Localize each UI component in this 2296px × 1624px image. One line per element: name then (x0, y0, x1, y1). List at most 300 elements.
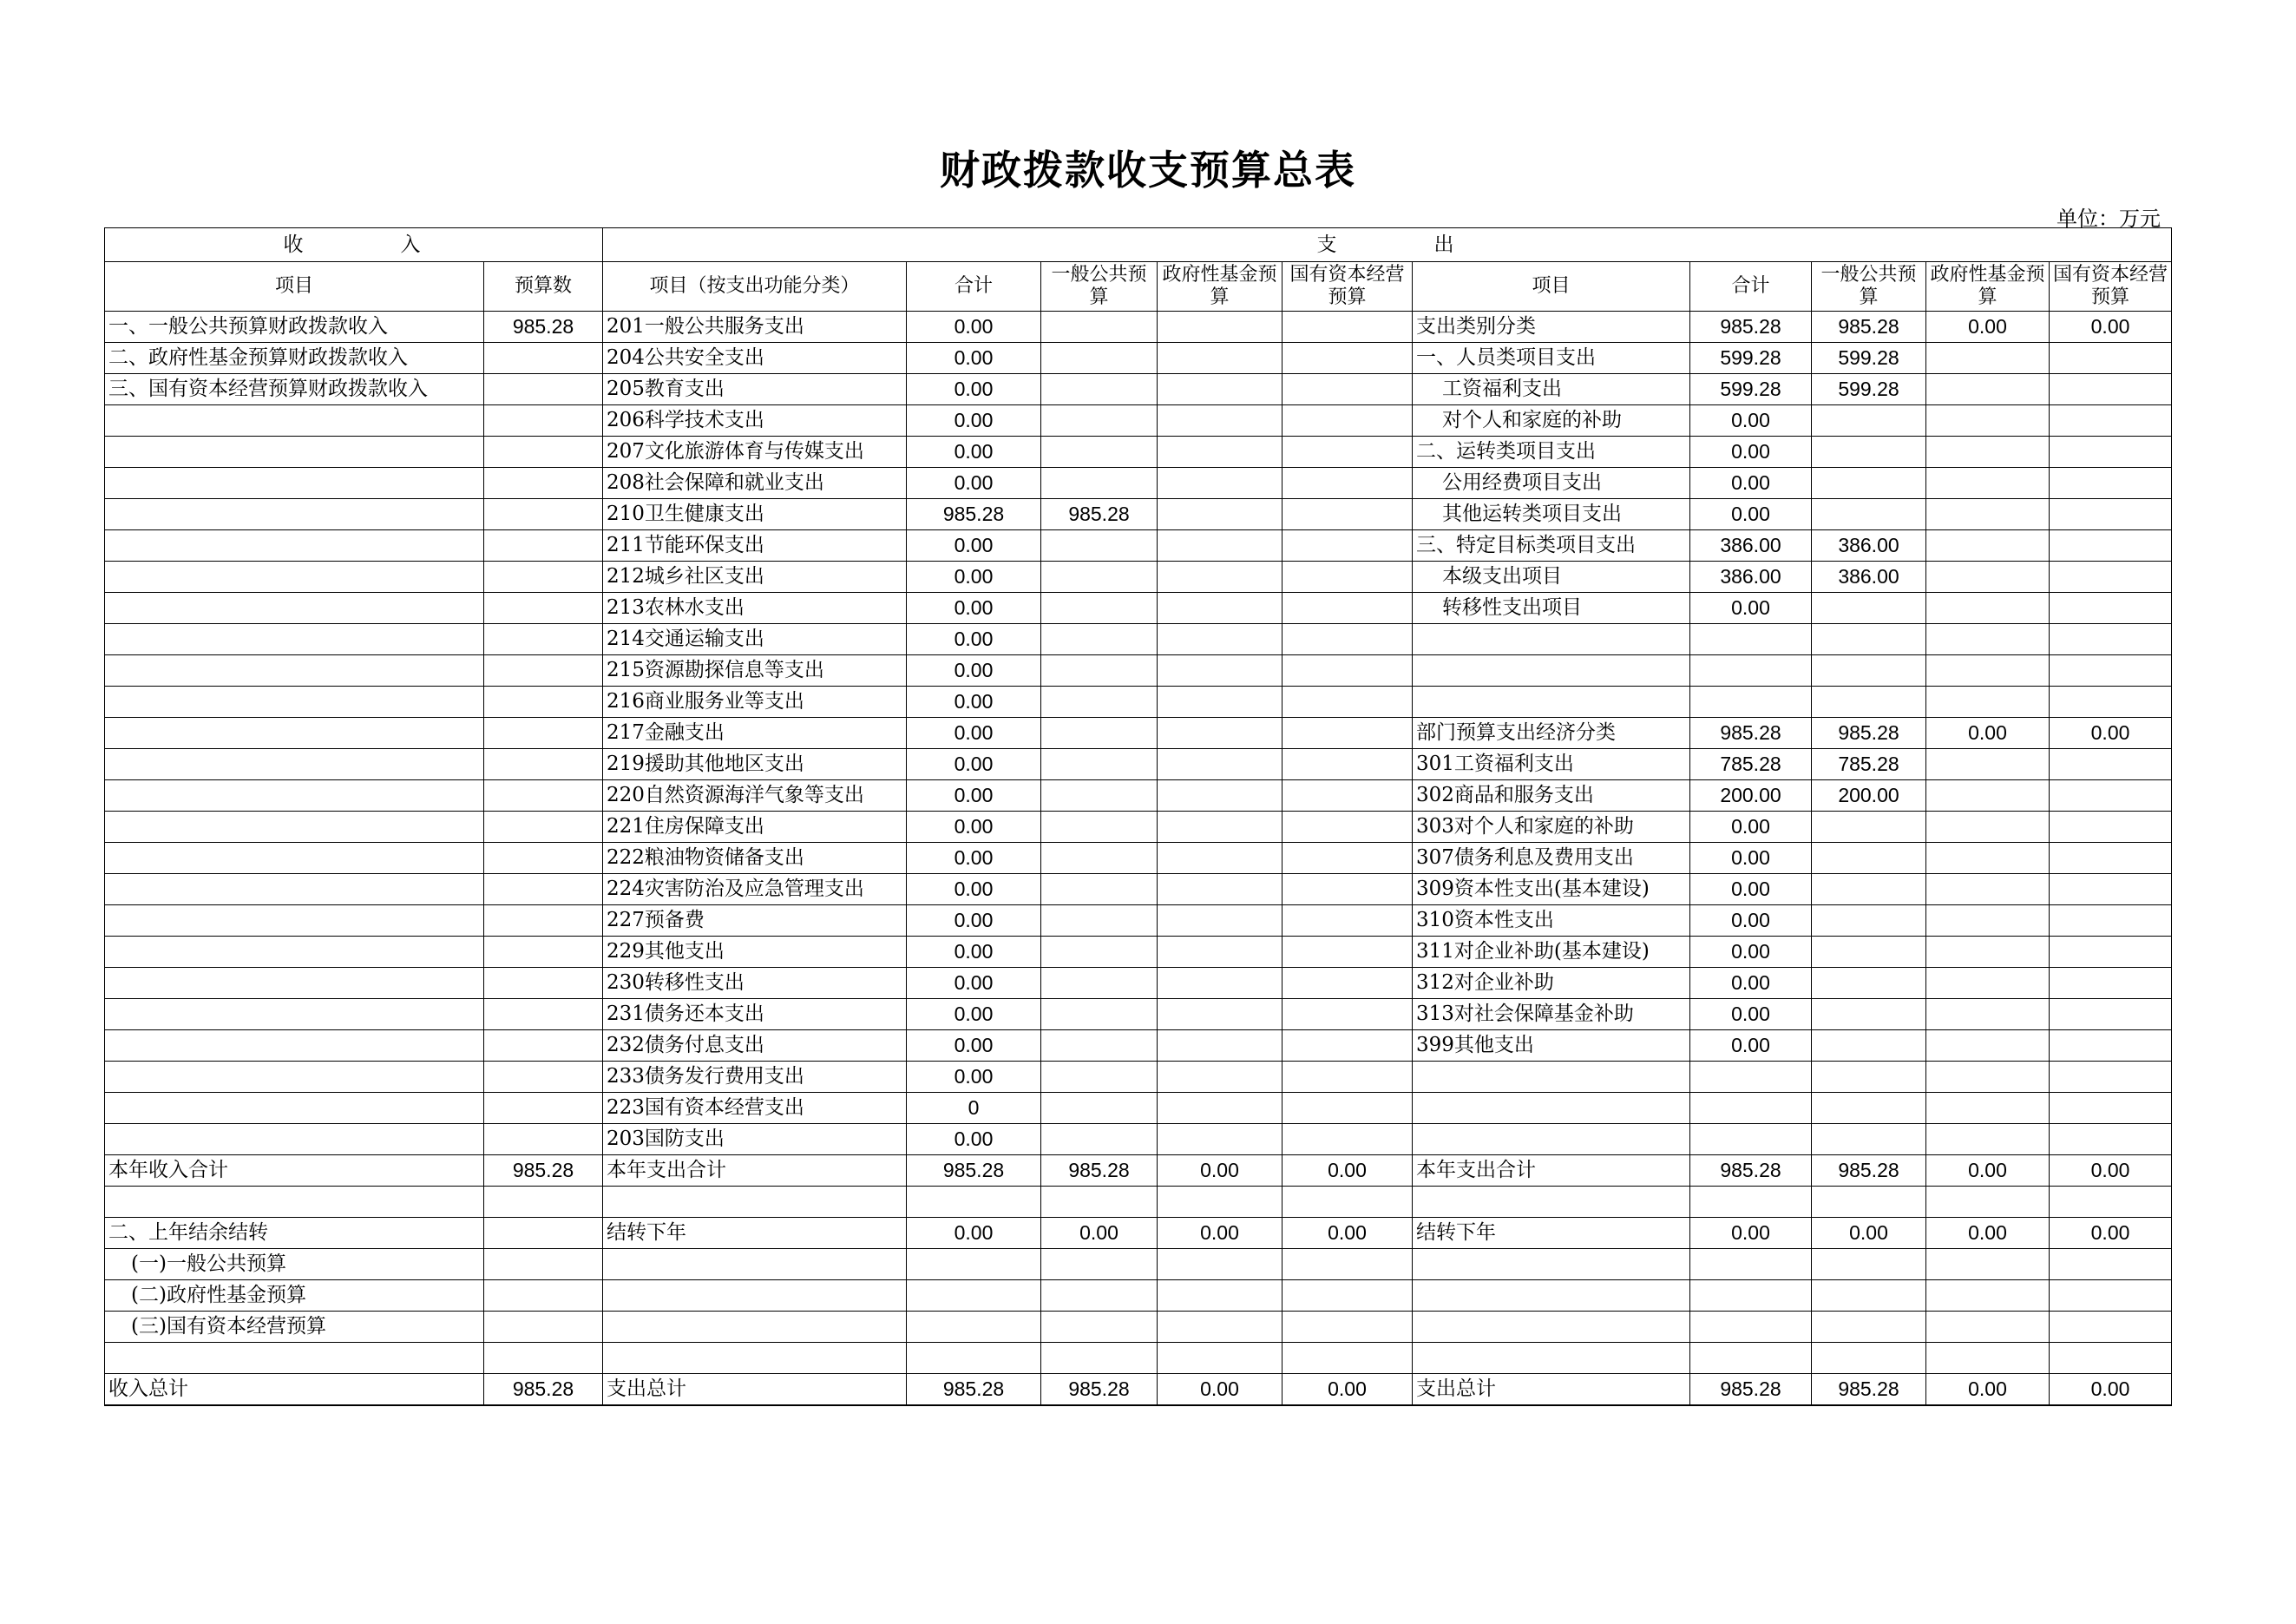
economic-total-cell: 386.00 (1690, 530, 1812, 562)
function-item-cell: 213农林水支出 (603, 593, 907, 624)
economic-item-cell (1413, 1187, 1690, 1218)
economic-general-cell (1812, 1124, 1926, 1155)
function-item-cell: 231债务还本支出 (603, 999, 907, 1030)
income-item-cell (105, 718, 484, 749)
income-amount-cell (484, 1280, 603, 1312)
function-item-cell: 214交通运输支出 (603, 624, 907, 655)
income-item-cell (105, 1343, 484, 1374)
function-general-cell (1041, 905, 1158, 937)
table-row (105, 374, 2172, 405)
table-row (105, 968, 2172, 999)
function-item-cell (603, 1249, 907, 1280)
economic-total-cell: 0.00 (1690, 812, 1812, 843)
economic-fund-cell: 0.00 (1926, 718, 2050, 749)
economic-fund-cell (1926, 499, 2050, 530)
economic-fund-cell (1926, 1343, 2050, 1374)
economic-item-cell: 支出类别分类 (1413, 312, 1690, 343)
function-total-cell: 0.00 (907, 937, 1041, 968)
function-total-cell: 0.00 (907, 749, 1041, 780)
economic-general-cell: 985.28 (1812, 312, 1926, 343)
function-fund-cell (1158, 999, 1282, 1030)
function-fund-cell (1158, 843, 1282, 874)
function-total-cell: 0.00 (907, 905, 1041, 937)
economic-general-cell (1812, 499, 1926, 530)
income-amount-cell (484, 718, 603, 749)
income-amount-cell (484, 999, 603, 1030)
function-total-cell: 985.28 (907, 1374, 1041, 1406)
economic-general-cell (1812, 843, 1926, 874)
economic-fund-cell (1926, 812, 2050, 843)
income-amount-cell (484, 530, 603, 562)
function-fund-cell: 0.00 (1158, 1218, 1282, 1249)
table-row (105, 1280, 2172, 1312)
function-general-cell (1041, 562, 1158, 593)
income-item-cell (105, 530, 484, 562)
income-amount-cell (484, 780, 603, 812)
economic-total-cell: 0.00 (1690, 437, 1812, 468)
function-total-cell: 0.00 (907, 1062, 1041, 1093)
function-item-cell: 215资源勘探信息等支出 (603, 655, 907, 687)
economic-general-cell (1812, 405, 1926, 437)
function-fund-cell (1158, 655, 1282, 687)
function-state-cell (1282, 1187, 1413, 1218)
function-total-cell: 0.00 (907, 437, 1041, 468)
income-amount-cell (484, 749, 603, 780)
income-item-cell: 三、国有资本经营预算财政拨款收入 (105, 374, 484, 405)
table-row (105, 1062, 2172, 1093)
income-item-cell: (二)政府性基金预算 (105, 1280, 484, 1312)
economic-state-cell: 0.00 (2050, 718, 2172, 749)
economic-fund-cell (1926, 843, 2050, 874)
function-total-cell: 0.00 (907, 1030, 1041, 1062)
function-item-cell: 支出总计 (603, 1374, 907, 1406)
economic-fund-cell (1926, 405, 2050, 437)
function-item-cell: 206科学技术支出 (603, 405, 907, 437)
col-header-function-total: 合计 (907, 262, 1041, 312)
economic-general-cell: 386.00 (1812, 562, 1926, 593)
function-total-cell: 0.00 (907, 780, 1041, 812)
function-fund-cell (1158, 405, 1282, 437)
function-general-cell: 0.00 (1041, 1218, 1158, 1249)
economic-total-cell: 985.28 (1690, 1374, 1812, 1406)
income-amount-cell (484, 655, 603, 687)
economic-general-cell (1812, 1062, 1926, 1093)
economic-general-cell (1812, 874, 1926, 905)
function-fund-cell (1158, 562, 1282, 593)
column-header-row (105, 262, 2172, 312)
table-row (105, 624, 2172, 655)
economic-total-cell: 0.00 (1690, 468, 1812, 499)
function-item-cell: 220自然资源海洋气象等支出 (603, 780, 907, 812)
income-amount-cell (484, 437, 603, 468)
function-item-cell: 212城乡社区支出 (603, 562, 907, 593)
income-amount-cell (484, 1312, 603, 1343)
economic-fund-cell (1926, 905, 2050, 937)
economic-item-cell: 本级支出项目 (1413, 562, 1690, 593)
table-row (105, 437, 2172, 468)
economic-state-cell: 0.00 (2050, 1155, 2172, 1187)
function-state-cell: 0.00 (1282, 1218, 1413, 1249)
function-general-cell (1041, 405, 1158, 437)
economic-state-cell (2050, 1343, 2172, 1374)
income-amount-cell (484, 905, 603, 937)
income-item-cell (105, 1093, 484, 1124)
table-row (105, 1187, 2172, 1218)
economic-state-cell (2050, 937, 2172, 968)
function-item-cell: 219援助其他地区支出 (603, 749, 907, 780)
economic-item-cell (1413, 655, 1690, 687)
function-item-cell (603, 1343, 907, 1374)
economic-item-cell: 399其他支出 (1413, 1030, 1690, 1062)
economic-general-cell: 386.00 (1812, 530, 1926, 562)
table-row (105, 562, 2172, 593)
function-fund-cell (1158, 1343, 1282, 1374)
income-amount-cell (484, 343, 603, 374)
economic-general-cell: 985.28 (1812, 1155, 1926, 1187)
economic-item-cell: 303对个人和家庭的补助 (1413, 812, 1690, 843)
unit-label: 单位：万元 (2057, 207, 2161, 231)
table-row (105, 718, 2172, 749)
economic-fund-cell (1926, 437, 2050, 468)
economic-general-cell: 200.00 (1812, 780, 1926, 812)
function-state-cell (1282, 468, 1413, 499)
function-total-cell: 0.00 (907, 374, 1041, 405)
function-general-cell (1041, 687, 1158, 718)
table-row (105, 937, 2172, 968)
income-amount-cell (484, 593, 603, 624)
function-fund-cell (1158, 499, 1282, 530)
income-amount-cell (484, 937, 603, 968)
function-state-cell (1282, 312, 1413, 343)
economic-state-cell (2050, 343, 2172, 374)
function-state-cell: 0.00 (1282, 1155, 1413, 1187)
table-row (105, 405, 2172, 437)
income-item-cell (105, 405, 484, 437)
function-total-cell (907, 1280, 1041, 1312)
economic-general-cell (1812, 1249, 1926, 1280)
function-fund-cell (1158, 530, 1282, 562)
economic-general-cell (1812, 1093, 1926, 1124)
function-total-cell: 0.00 (907, 343, 1041, 374)
function-general-cell (1041, 1187, 1158, 1218)
function-fund-cell (1158, 343, 1282, 374)
function-fund-cell (1158, 1062, 1282, 1093)
economic-item-cell: 一、人员类项目支出 (1413, 343, 1690, 374)
function-fund-cell (1158, 749, 1282, 780)
economic-item-cell (1413, 1280, 1690, 1312)
function-total-cell: 0.00 (907, 999, 1041, 1030)
economic-item-cell: 结转下年 (1413, 1218, 1690, 1249)
table-row (105, 1312, 2172, 1343)
function-general-cell (1041, 530, 1158, 562)
function-total-cell: 0.00 (907, 593, 1041, 624)
function-item-cell: 203国防支出 (603, 1124, 907, 1155)
economic-state-cell (2050, 1280, 2172, 1312)
table-row (105, 1343, 2172, 1374)
income-item-cell (105, 1124, 484, 1155)
income-amount-cell (484, 405, 603, 437)
income-item-cell (105, 843, 484, 874)
function-general-cell (1041, 999, 1158, 1030)
income-item-cell (105, 937, 484, 968)
economic-general-cell (1812, 687, 1926, 718)
income-amount-cell (484, 1124, 603, 1155)
col-header-economic-general: 一般公共预算 (1812, 262, 1926, 312)
page-title: 财政拨款收支预算总表 (940, 147, 1356, 194)
function-item-cell: 210卫生健康支出 (603, 499, 907, 530)
economic-state-cell (2050, 530, 2172, 562)
economic-total-cell: 0.00 (1690, 499, 1812, 530)
income-item-cell: 二、政府性基金预算财政拨款收入 (105, 343, 484, 374)
economic-general-cell (1812, 937, 1926, 968)
function-fund-cell (1158, 1030, 1282, 1062)
economic-general-cell (1812, 1280, 1926, 1312)
economic-item-cell: 二、运转类项目支出 (1413, 437, 1690, 468)
function-general-cell (1041, 749, 1158, 780)
function-item-cell (603, 1312, 907, 1343)
function-state-cell (1282, 343, 1413, 374)
economic-general-cell (1812, 655, 1926, 687)
function-item-cell: 232债务付息支出 (603, 1030, 907, 1062)
economic-total-cell: 0.00 (1690, 937, 1812, 968)
function-total-cell: 0.00 (907, 468, 1041, 499)
function-fund-cell (1158, 687, 1282, 718)
table-row (105, 749, 2172, 780)
income-item-cell (105, 1187, 484, 1218)
function-item-cell: 211节能环保支出 (603, 530, 907, 562)
income-item-cell (105, 687, 484, 718)
economic-item-cell: 312对企业补助 (1413, 968, 1690, 999)
economic-total-cell (1690, 1187, 1812, 1218)
function-item-cell: 208社会保障和就业支出 (603, 468, 907, 499)
economic-general-cell (1812, 593, 1926, 624)
function-general-cell (1041, 593, 1158, 624)
economic-item-cell: 310资本性支出 (1413, 905, 1690, 937)
economic-total-cell (1690, 1124, 1812, 1155)
function-item-cell: 205教育支出 (603, 374, 907, 405)
income-amount-cell (484, 468, 603, 499)
economic-fund-cell: 0.00 (1926, 1374, 2050, 1406)
function-state-cell: 0.00 (1282, 1374, 1413, 1406)
economic-fund-cell (1926, 624, 2050, 655)
function-total-cell: 0.00 (907, 562, 1041, 593)
economic-item-cell: 本年支出合计 (1413, 1155, 1690, 1187)
function-item-cell: 230转移性支出 (603, 968, 907, 999)
function-general-cell (1041, 780, 1158, 812)
economic-state-cell (2050, 999, 2172, 1030)
economic-item-cell (1413, 1124, 1690, 1155)
economic-item-cell (1413, 1062, 1690, 1093)
table-row (105, 1093, 2172, 1124)
income-amount-cell: 985.28 (484, 312, 603, 343)
economic-total-cell (1690, 1280, 1812, 1312)
table-row (105, 468, 2172, 499)
income-item-cell (105, 468, 484, 499)
col-header-economic-fund: 政府性基金预算 (1926, 262, 2050, 312)
function-item-cell: 223国有资本经营支出 (603, 1093, 907, 1124)
income-amount-cell (484, 1218, 603, 1249)
function-general-cell: 985.28 (1041, 1374, 1158, 1406)
function-total-cell: 0.00 (907, 312, 1041, 343)
income-amount-cell (484, 874, 603, 905)
function-general-cell (1041, 312, 1158, 343)
function-total-cell: 0.00 (907, 812, 1041, 843)
function-item-cell (603, 1280, 907, 1312)
income-amount-cell (484, 624, 603, 655)
function-state-cell (1282, 1124, 1413, 1155)
function-state-cell (1282, 1062, 1413, 1093)
economic-total-cell: 0.00 (1690, 1030, 1812, 1062)
income-item-cell: (三)国有资本经营预算 (105, 1312, 484, 1343)
function-general-cell (1041, 624, 1158, 655)
income-item-cell (105, 624, 484, 655)
function-fund-cell (1158, 1124, 1282, 1155)
function-state-cell (1282, 687, 1413, 718)
income-amount-cell (484, 1062, 603, 1093)
economic-total-cell (1690, 1312, 1812, 1343)
function-general-cell (1041, 1249, 1158, 1280)
function-total-cell: 0.00 (907, 1218, 1041, 1249)
economic-state-cell (2050, 562, 2172, 593)
function-fund-cell (1158, 1249, 1282, 1280)
economic-state-cell (2050, 437, 2172, 468)
income-amount-cell (484, 1343, 603, 1374)
economic-general-cell (1812, 812, 1926, 843)
function-state-cell (1282, 718, 1413, 749)
function-total-cell: 0.00 (907, 687, 1041, 718)
function-item-cell: 204公共安全支出 (603, 343, 907, 374)
economic-general-cell (1812, 1312, 1926, 1343)
function-total-cell: 985.28 (907, 499, 1041, 530)
function-state-cell (1282, 437, 1413, 468)
function-fund-cell (1158, 593, 1282, 624)
function-total-cell (907, 1187, 1041, 1218)
economic-item-cell: 311对企业补助(基本建设) (1413, 937, 1690, 968)
income-item-cell: 二、上年结余结转 (105, 1218, 484, 1249)
economic-state-cell: 0.00 (2050, 1374, 2172, 1406)
function-fund-cell (1158, 312, 1282, 343)
economic-item-cell (1413, 687, 1690, 718)
function-general-cell (1041, 937, 1158, 968)
function-state-cell (1282, 1093, 1413, 1124)
table-row (105, 905, 2172, 937)
economic-general-cell (1812, 1030, 1926, 1062)
economic-item-cell: 313对社会保障基金补助 (1413, 999, 1690, 1030)
economic-total-cell: 985.28 (1690, 718, 1812, 749)
function-state-cell (1282, 874, 1413, 905)
economic-total-cell (1690, 687, 1812, 718)
income-item-cell: 一、一般公共预算财政拨款收入 (105, 312, 484, 343)
table-body (105, 312, 2172, 1406)
function-general-cell (1041, 812, 1158, 843)
economic-item-cell (1413, 624, 1690, 655)
economic-general-cell (1812, 905, 1926, 937)
economic-fund-cell (1926, 937, 2050, 968)
economic-state-cell: 0.00 (2050, 1218, 2172, 1249)
income-item-cell (105, 874, 484, 905)
economic-fund-cell: 0.00 (1926, 312, 2050, 343)
function-total-cell: 0.00 (907, 968, 1041, 999)
function-general-cell (1041, 468, 1158, 499)
economic-item-cell: 309资本性支出(基本建设) (1413, 874, 1690, 905)
economic-state-cell (2050, 687, 2172, 718)
economic-item-cell: 307债务利息及费用支出 (1413, 843, 1690, 874)
economic-total-cell: 0.00 (1690, 905, 1812, 937)
economic-total-cell: 0.00 (1690, 843, 1812, 874)
economic-fund-cell (1926, 1249, 2050, 1280)
economic-fund-cell (1926, 374, 2050, 405)
economic-state-cell (2050, 1062, 2172, 1093)
function-general-cell (1041, 874, 1158, 905)
function-general-cell (1041, 968, 1158, 999)
income-item-cell: (一)一般公共预算 (105, 1249, 484, 1280)
economic-item-cell: 其他运转类项目支出 (1413, 499, 1690, 530)
economic-state-cell (2050, 624, 2172, 655)
income-item-cell: 本年收入合计 (105, 1155, 484, 1187)
economic-fund-cell (1926, 1124, 2050, 1155)
function-item-cell: 229其他支出 (603, 937, 907, 968)
table-row (105, 1374, 2172, 1406)
col-header-economic-state: 国有资本经营预算 (2050, 262, 2172, 312)
economic-general-cell: 985.28 (1812, 1374, 1926, 1406)
economic-state-cell (2050, 405, 2172, 437)
economic-state-cell (2050, 1187, 2172, 1218)
function-total-cell (907, 1312, 1041, 1343)
economic-fund-cell (1926, 343, 2050, 374)
economic-total-cell: 0.00 (1690, 999, 1812, 1030)
function-fund-cell (1158, 968, 1282, 999)
economic-state-cell (2050, 468, 2172, 499)
income-amount-cell (484, 687, 603, 718)
function-total-cell (907, 1343, 1041, 1374)
income-amount-cell (484, 1187, 603, 1218)
function-fund-cell (1158, 718, 1282, 749)
table-row (105, 593, 2172, 624)
income-amount-cell: 985.28 (484, 1155, 603, 1187)
function-general-cell (1041, 1312, 1158, 1343)
function-general-cell (1041, 343, 1158, 374)
economic-state-cell (2050, 593, 2172, 624)
function-fund-cell (1158, 437, 1282, 468)
economic-general-cell (1812, 1187, 1926, 1218)
function-item-cell: 207文化旅游体育与传媒支出 (603, 437, 907, 468)
function-fund-cell: 0.00 (1158, 1374, 1282, 1406)
economic-item-cell: 转移性支出项目 (1413, 593, 1690, 624)
function-state-cell (1282, 843, 1413, 874)
economic-total-cell: 985.28 (1690, 1155, 1812, 1187)
function-general-cell (1041, 1062, 1158, 1093)
function-state-cell (1282, 905, 1413, 937)
economic-item-cell: 部门预算支出经济分类 (1413, 718, 1690, 749)
table-row (105, 1218, 2172, 1249)
economic-general-cell: 599.28 (1812, 343, 1926, 374)
income-item-cell (105, 749, 484, 780)
economic-state-cell (2050, 905, 2172, 937)
function-state-cell (1282, 593, 1413, 624)
function-fund-cell (1158, 812, 1282, 843)
income-item-cell (105, 593, 484, 624)
function-fund-cell (1158, 1312, 1282, 1343)
col-header-function-state: 国有资本经营预算 (1282, 262, 1413, 312)
economic-item-cell (1413, 1343, 1690, 1374)
function-general-cell (1041, 843, 1158, 874)
function-state-cell (1282, 624, 1413, 655)
function-state-cell (1282, 812, 1413, 843)
function-state-cell (1282, 499, 1413, 530)
function-state-cell (1282, 374, 1413, 405)
economic-fund-cell: 0.00 (1926, 1155, 2050, 1187)
function-state-cell (1282, 937, 1413, 968)
